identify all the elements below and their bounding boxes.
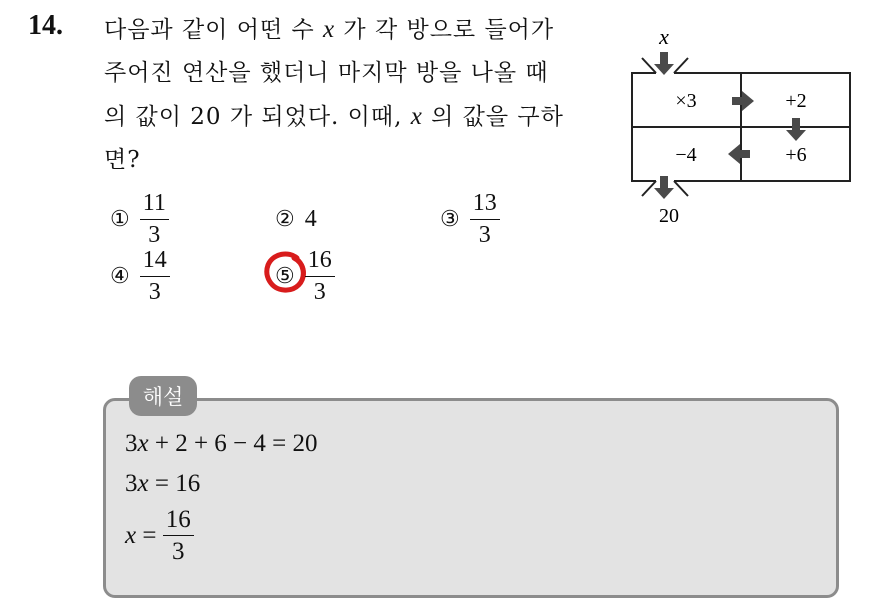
choice-number: ④	[110, 264, 130, 289]
room-label: +6	[785, 144, 807, 166]
solution-line-1: 3x + 2 + 6 − 4 = 20	[125, 430, 318, 457]
room-label: ×3	[675, 90, 697, 112]
entrance-wall	[674, 58, 688, 73]
choice-number: ①	[110, 207, 130, 232]
question-line: 다음과 같이 어떤 수 x 가 각 방으로 들어가	[104, 16, 555, 43]
choice-fraction: $\frac{13}{3}$	[470, 190, 500, 249]
choice-1[interactable]	[110, 190, 169, 249]
question-line: 주어진 연산을 했더니 마지막 방을 나올 때	[104, 60, 549, 86]
solution-fraction: $\frac{16}{3}$	[163, 506, 194, 565]
room-label: −4	[675, 144, 697, 166]
question-number: 14.	[28, 10, 63, 41]
operation-rooms-diagram	[618, 24, 868, 234]
exit-wall	[642, 181, 656, 196]
variable-x: x	[323, 16, 336, 43]
diagram-input-label: x	[659, 24, 669, 49]
exit-wall	[674, 181, 688, 196]
solution-line-3: x = $\frac{16}{3}$	[125, 506, 194, 565]
choice-fraction: $\frac{11}{3}$	[140, 190, 169, 249]
choice-4[interactable]	[110, 247, 170, 306]
choice-number: ②	[275, 207, 295, 232]
choice-fraction: $\frac{16}{3}$	[305, 247, 335, 306]
room-label: +2	[785, 90, 807, 112]
choice-3[interactable]	[440, 190, 500, 249]
solution-tab: 해설	[129, 376, 197, 416]
variable-x: x	[410, 103, 423, 130]
choice-value: 4	[304, 206, 317, 232]
choice-fraction: $\frac{14}{3}$	[140, 247, 170, 306]
diagram-output-label: 20	[659, 205, 679, 227]
question-line: 면?	[104, 147, 141, 173]
choice-number: ⑤	[275, 264, 295, 289]
choice-number: ③	[440, 207, 460, 232]
entrance-wall	[642, 58, 656, 73]
question-text	[104, 8, 604, 182]
solution-box	[103, 398, 839, 598]
question-line: 의 값이 20 가 되었다. 이때, x 의 값을 구하	[104, 103, 564, 130]
solution-line-2: 3x = 16	[125, 470, 201, 497]
choice-5[interactable]	[275, 247, 335, 306]
choice-2[interactable]	[275, 206, 317, 233]
